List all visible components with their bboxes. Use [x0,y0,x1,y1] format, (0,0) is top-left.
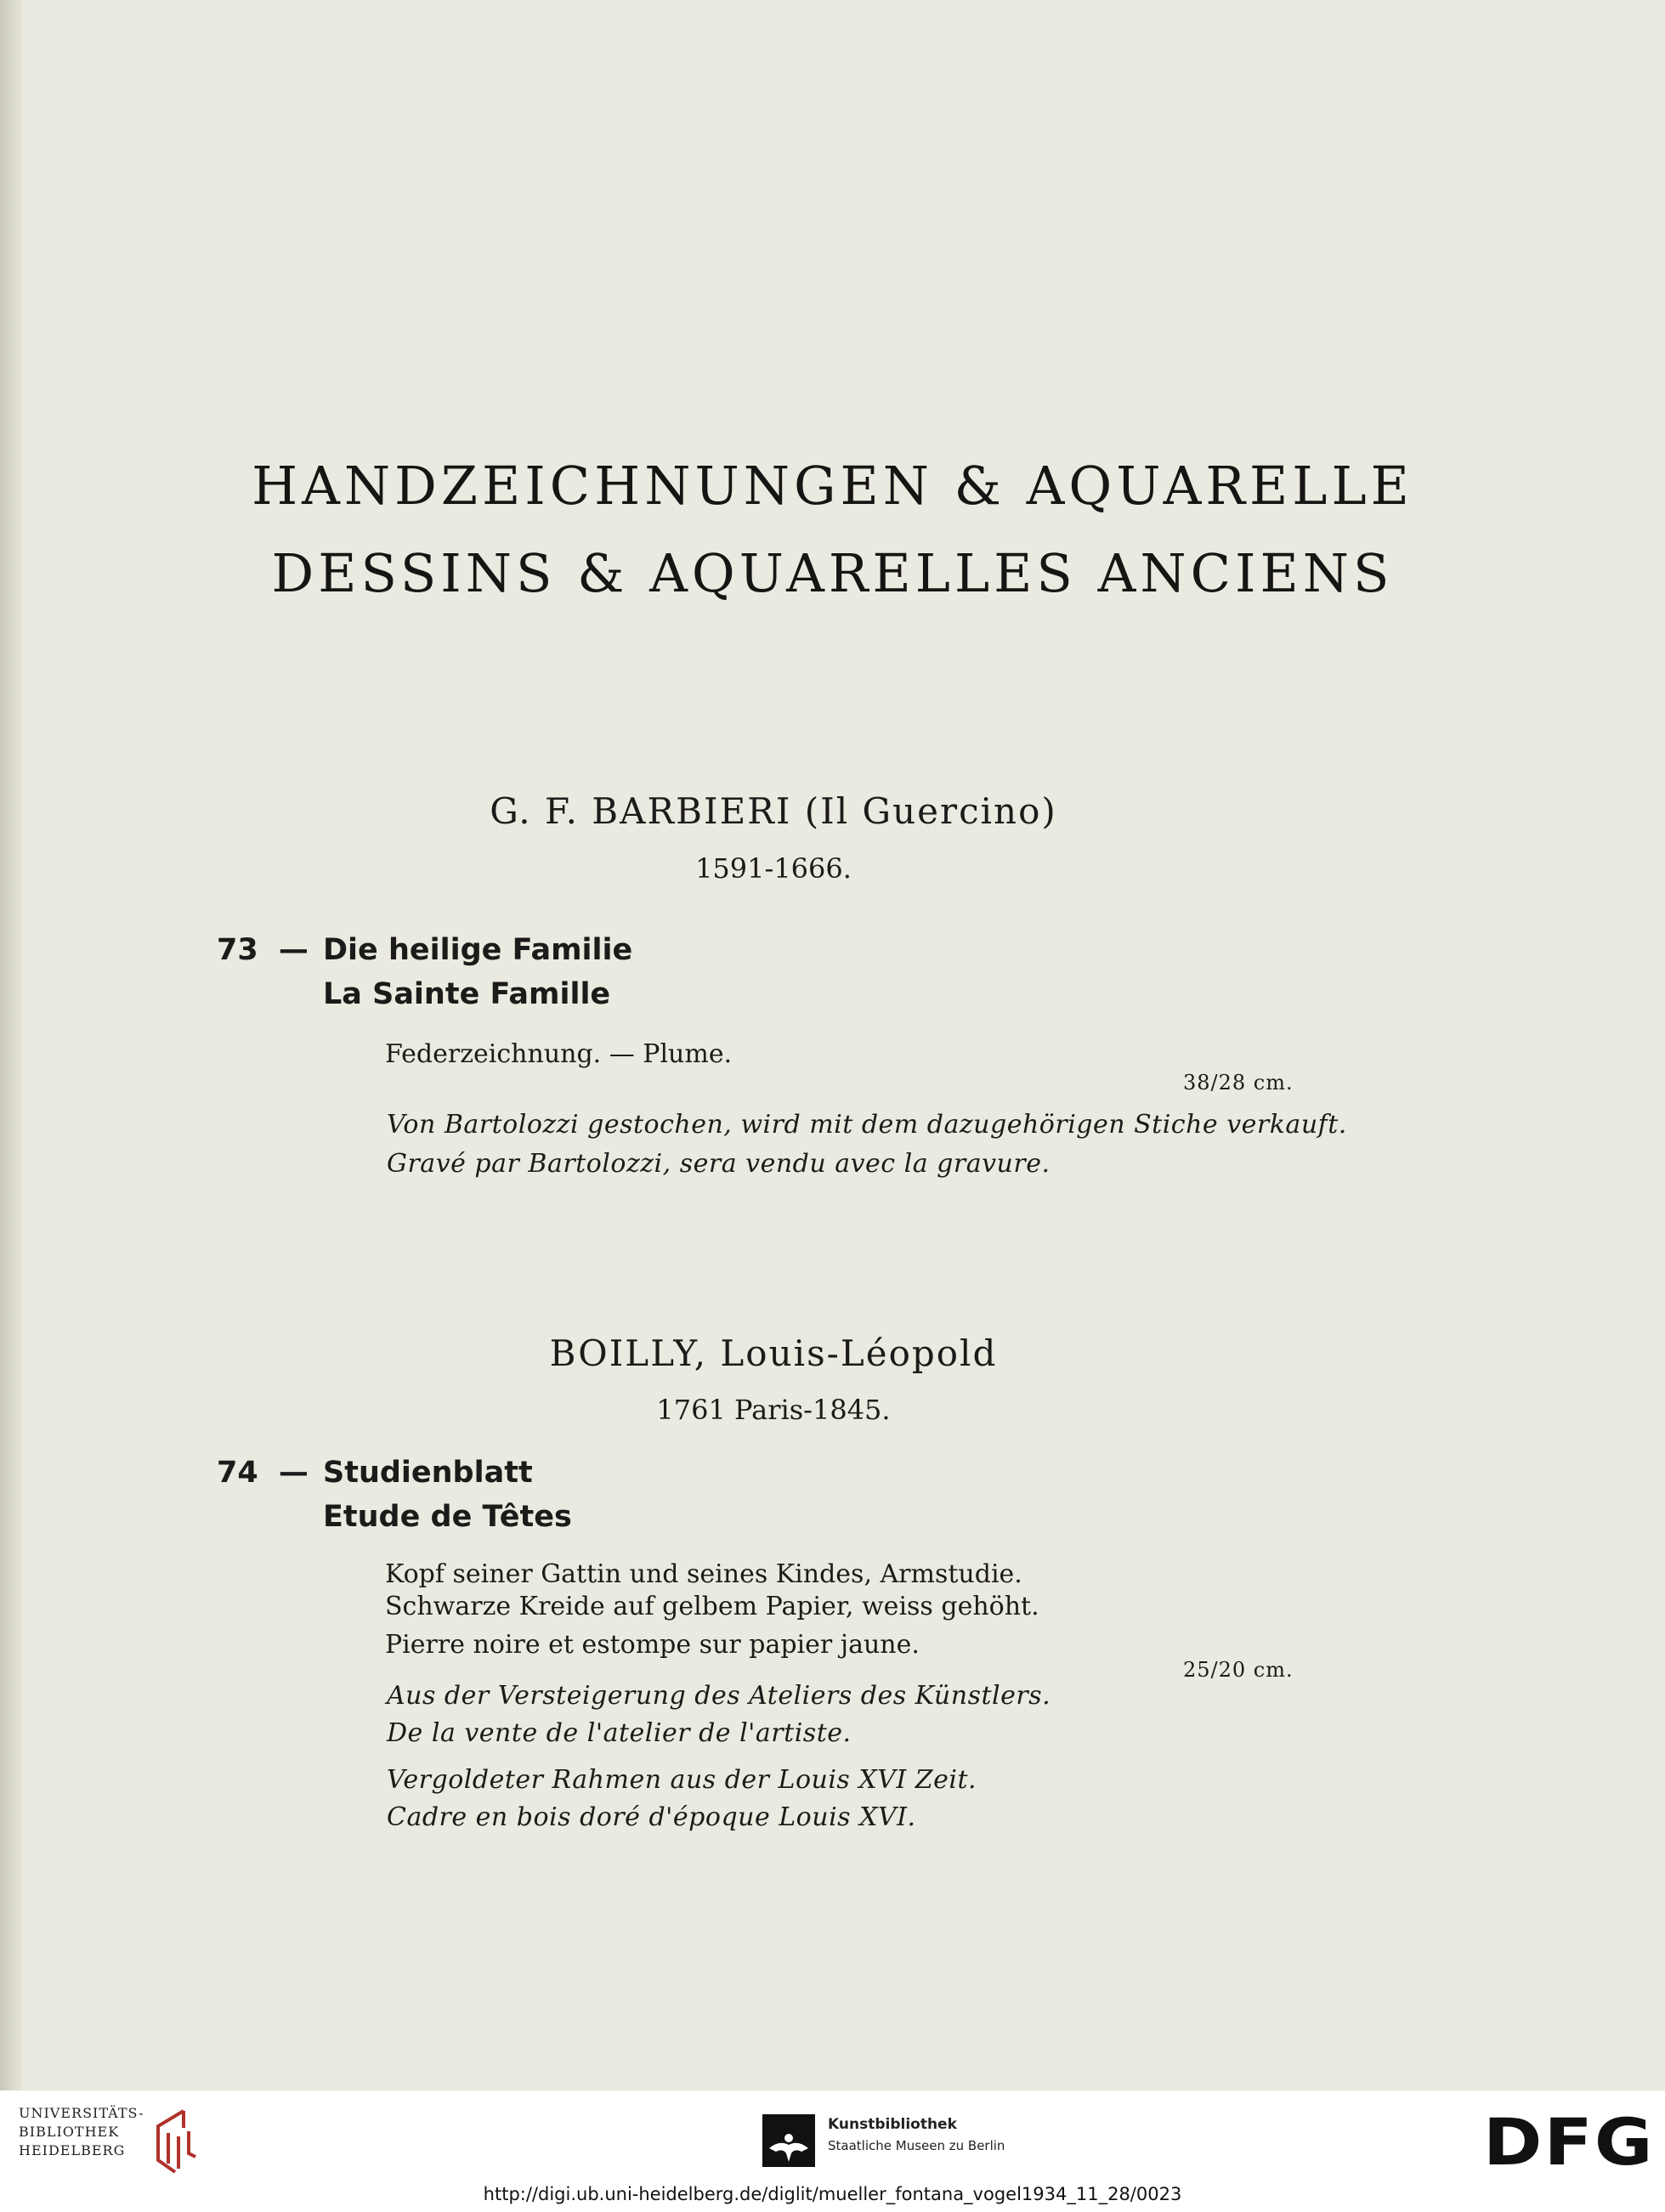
lot-note: Gravé par Bartolozzi, sera vendu avec la gravure. [387,1149,1051,1179]
artist-name: BOILLY, Louis-Léopold [549,1332,998,1374]
lot-title-fr: Etude de Têtes [323,1500,572,1534]
lot-description: Schwarze Kreide auf gelbem Papier, weiss gehöht. [385,1592,1039,1621]
source-url[interactable]: http://digi.ub.uni-heidelberg.de/diglit/mueller_fontana_vogel1934_11_28/0023 [483,2184,1182,2204]
lot-description: Pierre noire et estompe sur papier jaune. [385,1630,920,1660]
lot-note: Aus der Versteigerung des Ateliers des Künstlers. [387,1681,1051,1711]
lot-note: Cadre en bois doré d'époque Louis XVI. [387,1802,916,1832]
kunstbibliothek-label: Kunstbibliothek Staatliche Museen zu Berlin [828,2116,1005,2153]
artist-dates: 1591-1666. [695,852,852,885]
lot-title-de: Die heilige Familie [323,933,633,967]
lot-note: Vergoldeter Rahmen aus der Louis XVI Zeit. [387,1765,977,1795]
lot-dimensions: 38/28 cm. [1183,1071,1294,1095]
page-edge-shadow [0,0,22,2090]
lot-note: Von Bartolozzi gestochen, wird mit dem dazugehörigen Stiche verkauft. [387,1110,1347,1140]
lot-title-de: Studienblatt [323,1456,533,1490]
artist-name: G. F. BARBIERI (Il Guercino) [490,790,1057,832]
lot-description: Kopf seiner Gattin und seines Kindes, Armstudie. [385,1559,1022,1589]
catalog-heading-fr: DESSINS & AQUARELLES ANCIENS [271,542,1394,604]
artist-dates: 1761 Paris-1845. [656,1394,891,1426]
lot-title-fr: La Sainte Famille [323,977,611,1011]
lot-number: 73 — [217,933,309,967]
uni-heidelberg-label: UNIVERSITÄTS- BIBLIOTHEK HEIDELBERG [19,2105,144,2158]
lot-technique: Federzeichnung. — Plume. [385,1039,733,1069]
lot-number: 74 — [217,1456,309,1490]
lot-dimensions: 25/20 cm. [1183,1658,1294,1682]
dfg-logo: DFG [1483,2104,1655,2180]
catalog-heading-de: HANDZEICHNUNGEN & AQUARELLE [252,455,1413,517]
lot-note: De la vente de l'atelier de l'artiste. [387,1718,852,1748]
kunstbibliothek-eagle-icon [762,2114,815,2167]
uni-heidelberg-logo-icon [150,2107,199,2175]
